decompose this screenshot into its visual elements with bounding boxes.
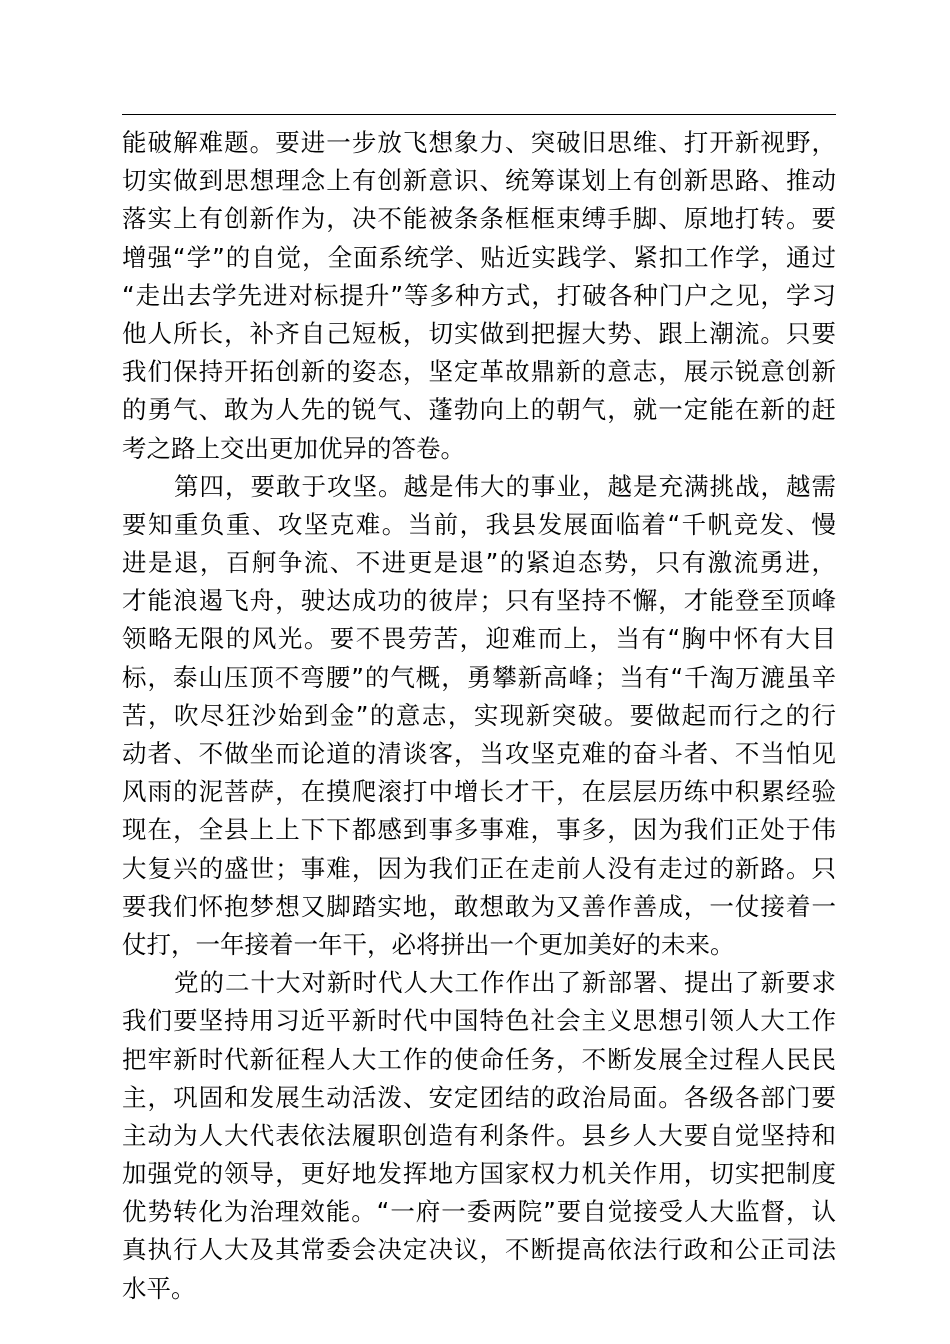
text-line: 我们要坚持用习近平新时代中国特色社会主义思想引领人大工作 xyxy=(122,1006,836,1036)
text-line: 优势转化为治理效能。“一府一委两院”要自觉接受人大监督，认 xyxy=(122,1197,836,1227)
text-line: “走出去学先进对标提升”等多种方式，打破各种门户之见，学习 xyxy=(122,280,836,310)
text-line: 的勇气、敢为人先的锐气、蓬勃向上的朝气，就一定能在新的赶 xyxy=(122,395,836,425)
text-line: 落实上有创新作为，决不能被条条框框束缚手脚、原地打转。要 xyxy=(122,204,836,234)
text-line: 动者、不做坐而论道的清谈客，当攻坚克难的奋斗者、不当怕见 xyxy=(122,739,836,768)
text-line: 真执行人大及其常委会决定决议，不断提高依法行政和公正司法 xyxy=(122,1235,836,1265)
text-line: 风雨的泥菩萨，在摸爬滚打中增长才干，在层层历练中积累经验 xyxy=(122,777,836,807)
document-body xyxy=(122,124,836,1308)
text-line: 大复兴的盛世；事难，因为我们正在走前人没有走过的新路。只 xyxy=(122,853,836,883)
text-line: 切实做到思想理念上有创新意识、统筹谋划上有创新思路、推动 xyxy=(122,166,836,196)
text-line: 主动为人大代表依法履职创造有利条件。县乡人大要自觉坚持和 xyxy=(122,1120,836,1150)
text-line: 增强“学”的自觉，全面系统学、贴近实践学、紧扣工作学，通过 xyxy=(122,242,836,272)
text-line: 领略无限的风光。要不畏劳苦，迎难而上，当有“胸中怀有大目 xyxy=(122,624,836,654)
text-line: 才能浪遏飞舟，驶达成功的彼岸；只有坚持不懈，才能登至顶峰 xyxy=(122,586,836,616)
text-line: 考之路上交出更加优异的答卷。 xyxy=(122,433,465,463)
text-line: 我们保持开拓创新的姿态，坚定革故鼎新的意志，展示锐意创新 xyxy=(122,357,836,387)
text-line: 党的二十大对新时代人大工作作出了新部署、提出了新要求 xyxy=(174,968,836,998)
text-line: 加强党的领导，更好地发挥地方国家权力机关作用，切实把制度 xyxy=(122,1159,836,1189)
text-line: 要我们怀抱梦想又脚踏实地，敢想敢为又善作善成，一仗接着一 xyxy=(122,891,836,921)
text-line: 水平。 xyxy=(122,1273,196,1303)
text-line: 第四，要敢于攻坚。越是伟大的事业，越是充满挑战，越需 xyxy=(174,471,836,501)
text-line: 主，巩固和发展生动活泼、安定团结的政治局面。各级各部门要 xyxy=(122,1082,836,1112)
text-line: 现在，全县上上下下都感到事多事难，事多，因为我们正处于伟 xyxy=(122,815,836,845)
text-line: 苦，吹尽狂沙始到金”的意志，实现新突破。要做起而行之的行 xyxy=(122,700,836,730)
header-rule xyxy=(122,114,836,115)
text-line: 进是退，百舸争流、不进更是退”的紧迫态势，只有激流勇进， xyxy=(122,548,836,578)
text-line: 能破解难题。要进一步放飞想象力、突破旧思维、打开新视野， xyxy=(122,128,836,157)
text-line: 把牢新时代新征程人大工作的使命任务，不断发展全过程人民民 xyxy=(122,1044,836,1074)
text-line: 他人所长，补齐自己短板，切实做到把握大势、跟上潮流。只要 xyxy=(122,318,836,348)
text-line: 标，泰山压顶不弯腰”的气概，勇攀新高峰；当有“千淘万漉虽辛 xyxy=(122,662,836,692)
text-line: 仗打，一年接着一年干，必将拼出一个更加美好的未来。 xyxy=(122,929,735,959)
text-line: 要知重负重、攻坚克难。当前，我县发展面临着“千帆竞发、慢 xyxy=(122,509,836,539)
